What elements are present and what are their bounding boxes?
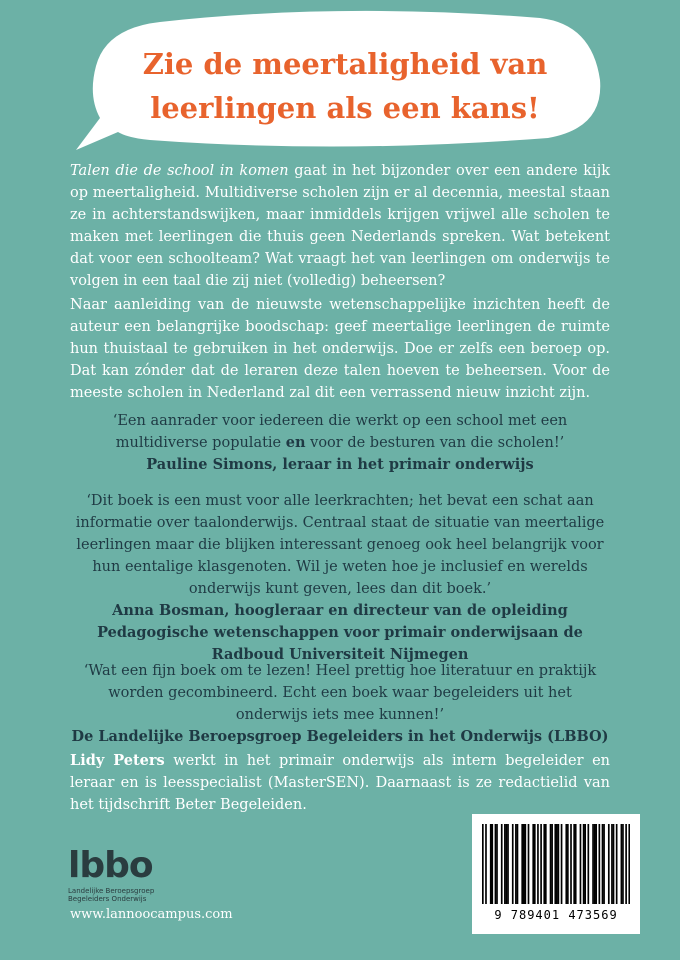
barcode-bar: [595, 824, 597, 904]
barcode-bar: [573, 824, 575, 904]
blurb-paragraph-2: Naar aanleiding van de nieuwste wetenschappelijke inzichten heeft de auteur een belangrijke boodschap: geef meertalige leerlingen de ruimte hun thuistaal te gebruiken in het onderwijs. Doe er zelfs een beroep op. Dat kan zónder dat de leraren deze talen hoeven te beheersen. Voor de meeste scholen in Nederland zal dit een verrassend nieuw inzicht zijn.: [70, 297, 610, 401]
barcode-bar: [482, 824, 484, 904]
quote-3-source: De Landelijke Beroepsgroep Begeleiders in het Onderwijs (LBBO): [71, 728, 609, 745]
logo-mark: lbbo: [68, 845, 153, 886]
barcode-bar: [507, 824, 509, 904]
logo-tagline: [68, 887, 188, 903]
headline: [130, 42, 560, 130]
barcode-bar: [587, 824, 589, 904]
publisher-logo: [68, 845, 188, 903]
barcode-bar: [580, 824, 582, 904]
barcode-bar: [565, 824, 567, 904]
barcode-bar: [491, 824, 493, 904]
barcode-bar: [490, 824, 492, 904]
quote-1: [70, 410, 610, 476]
barcode-bar: [625, 824, 627, 904]
logo-tagline-line-2: Begeleiders Onderwijs: [68, 895, 147, 903]
barcode-bar: [584, 824, 586, 904]
barcode-bar: [495, 824, 497, 904]
book-title: Talen die de school in komen: [70, 163, 289, 179]
publisher-url[interactable]: www.lannoocampus.com: [70, 907, 233, 922]
barcode-bar: [523, 824, 525, 904]
blurb-paragraph-1-text: gaat in het bijzonder over een andere kijk op meertaligheid. Multidiverse scholen zijn er al decennia, meestal staan ze in achterstandswijken, maar inmiddels krijgen vrijwel alle scholen te maken met leerlingen die thuis geen Nederlands spreken. Wat betekent dat voor een schoolteam? Wat vraagt het van leerlingen om onderwijs te volgen in een taal die zij niet (volledig) beheersen?: [70, 163, 610, 289]
barcode-bar: [515, 824, 517, 904]
author-name: Lidy Peters: [70, 752, 165, 769]
logo-tagline-line-1: Landelijke Beroepsgroep: [68, 887, 155, 895]
quote-1-text-end: voor de besturen van die scholen!’: [305, 435, 565, 451]
barcode-bar: [551, 824, 553, 904]
barcode-bar: [554, 824, 556, 904]
barcode-bar: [592, 824, 594, 904]
barcode-bar: [496, 824, 498, 904]
barcode-bar: [621, 824, 623, 904]
barcode-bar: [512, 824, 514, 904]
barcode-bar: [558, 824, 560, 904]
isbn-number: 9 789401 473569: [494, 908, 618, 922]
quote-1-text: [70, 410, 610, 454]
barcode-bar: [616, 824, 618, 904]
barcode-bar: [594, 824, 596, 904]
headline-line-1: Zie de meertaligheid van: [142, 47, 548, 81]
quote-1-source: Pauline Simons, leraar in het primair onderwijs: [146, 456, 534, 473]
quote-2-text: ‘Dit boek is een must voor alle leerkrachten; het bevat een schat aan informatie over taalonderwijs. Centraal staat de situatie van meertalige leerlingen maar die blijken interessant genoeg ook heel belangrijk voor hun eentalige klasgenoten. Wil je weten hoe je inclusief en werelds onderwijs kunt geven, lees dan dit boek.’: [75, 493, 605, 597]
barcode-bars: [482, 824, 630, 906]
quote-1-emphasis: en: [285, 434, 306, 451]
barcode-bar: [583, 824, 585, 904]
barcode-bar: [608, 824, 610, 904]
barcode-bar: [504, 824, 506, 904]
barcode-bar: [501, 824, 503, 904]
barcode-bar: [602, 824, 604, 904]
barcode-bar: [517, 824, 519, 904]
barcode-bar: [528, 824, 530, 904]
barcode-bar: [613, 824, 615, 904]
barcode-bar: [561, 824, 563, 904]
author-bio-text: werkt in het primair onderwijs als intern begeleider en leraar en is leesspecialist (MasterSEN). Daarnaast is ze redactielid van het tijdschrift Beter Begeleiden.: [70, 753, 611, 813]
barcode-bar: [628, 824, 630, 904]
barcode-bar: [506, 824, 508, 904]
barcode-bar: [485, 824, 487, 904]
barcode-bar: [556, 824, 558, 904]
barcode-bar: [534, 824, 536, 904]
barcode-bar: [603, 824, 605, 904]
author-bio: [70, 750, 610, 816]
quote-2: [70, 490, 610, 666]
quote-2-source: Anna Bosman, hoogleraar en directeur van de opleiding Pedagogische wetenschappen voor primair onderwijsaan de Radboud Universiteit Nijmegen: [97, 602, 583, 663]
barcode-bar: [550, 824, 552, 904]
barcode-bar: [532, 824, 534, 904]
barcode-bar: [599, 824, 601, 904]
barcode-bar: [570, 824, 572, 904]
barcode-bar: [622, 824, 624, 904]
quote-3-text: ‘Wat een fijn boek om te lezen! Heel prettig hoe literatuur en praktijk worden gecombineerd. Echt een boek waar begeleiders uit het onderwijs iets mee kunnen!’: [83, 663, 597, 723]
barcode-bar: [575, 824, 577, 904]
quote-1-text-part: ‘Een aanrader voor iedereen die werkt op een school met een multidiverse populatie: [112, 413, 568, 451]
isbn-barcode: [472, 814, 640, 934]
barcode-bar: [545, 824, 547, 904]
quote-3: [70, 660, 610, 748]
barcode-bar: [525, 824, 527, 904]
barcode-bar: [540, 824, 542, 904]
barcode-bar: [611, 824, 613, 904]
barcode-bar: [567, 824, 569, 904]
blurb-paragraph-1: [70, 160, 610, 292]
barcode-bar: [537, 824, 539, 904]
headline-line-2: leerlingen als een kans!: [150, 91, 540, 125]
barcode-bar: [521, 824, 523, 904]
barcode-bar: [543, 824, 545, 904]
